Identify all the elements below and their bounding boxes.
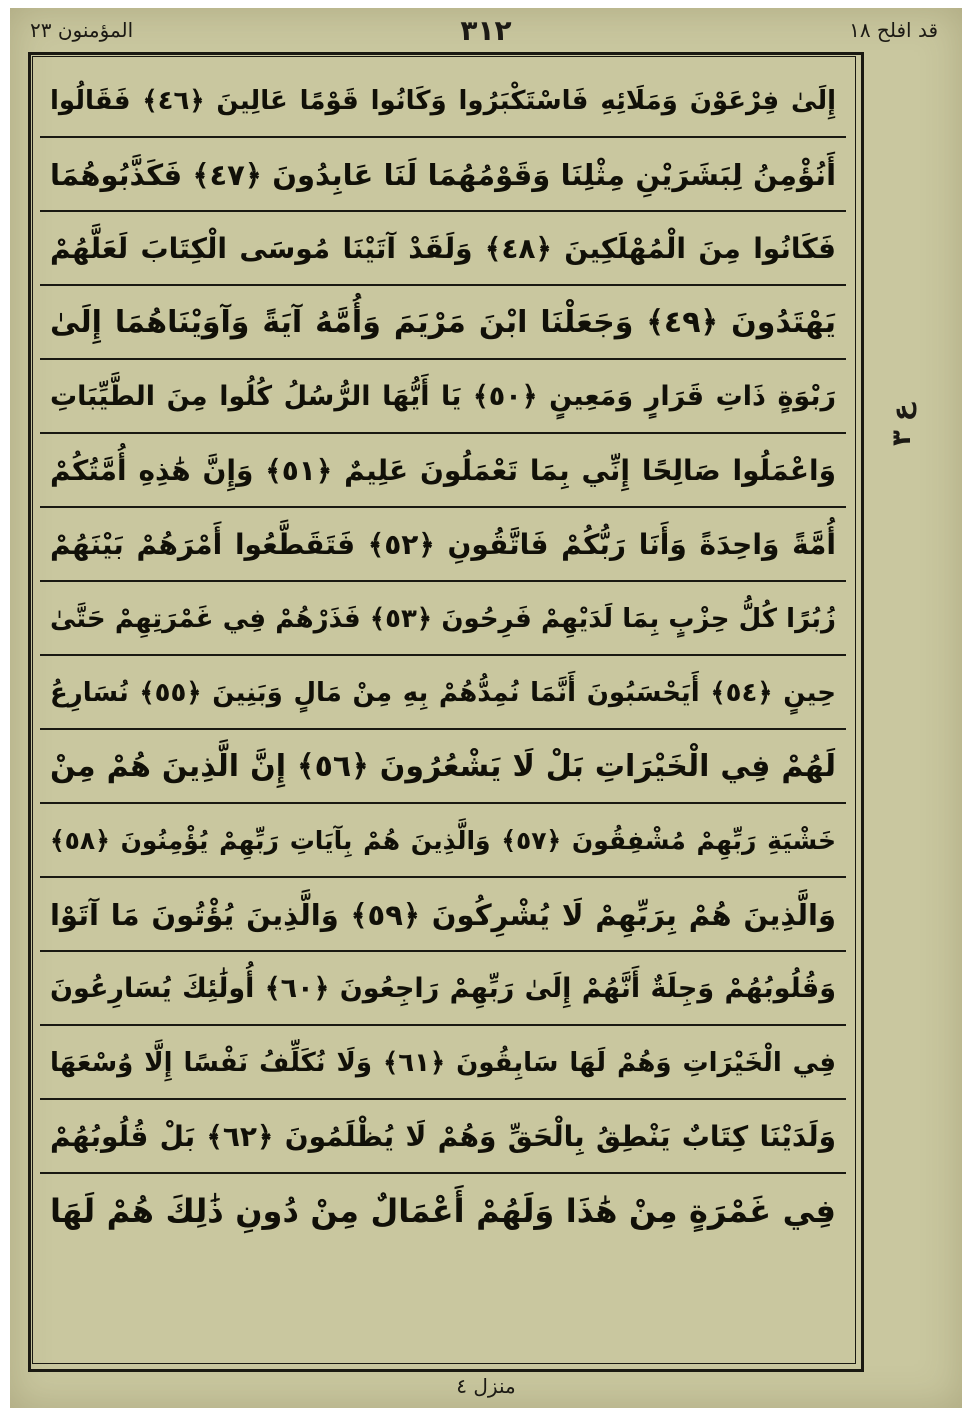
- surah-name: المؤمنون ٢٣: [30, 18, 134, 42]
- verse-line: وَاعْمَلُوا صَالِحًا إِنِّي بِمَا تَعْمَلُونَ عَلِيمٌ ﴿٥١﴾ وَإِنَّ هَٰذِهِ أُمَّتُكُمْ: [40, 434, 846, 508]
- verse-line: أَنُؤْمِنُ لِبَشَرَيْنِ مِثْلِنَا وَقَوْمُهُمَا لَنَا عَابِدُونَ ﴿٤٧﴾ فَكَذَّبُوهُمَا: [40, 138, 846, 212]
- page-number: ٣١٢: [460, 14, 512, 47]
- verse-line: فِي غَمْرَةٍ مِنْ هَٰذَا وَلَهُمْ أَعْمَالٌ مِنْ دُونِ ذَٰلِكَ هُمْ لَهَا: [50, 1192, 836, 1230]
- verse-line: يَهْتَدُونَ ﴿٤٩﴾ وَجَعَلْنَا ابْنَ مَرْيَمَ وَأُمَّهُ آيَةً وَآوَيْنَاهُمَا إِلَىٰ: [40, 286, 846, 360]
- verse-line: فَكَانُوا مِنَ الْمُهْلَكِينَ ﴿٤٨﴾ وَلَقَدْ آتَيْنَا مُوسَى الْكِتَابَ لَعَلَّهُمْ: [40, 212, 846, 286]
- verse-line: إِلَىٰ فِرْعَوْنَ وَمَلَائِهِ فَاسْتَكْبَرُوا وَكَانُوا قَوْمًا عَالِينَ ﴿٤٦﴾ فَقَالُوا: [40, 64, 846, 138]
- mushaf-page: [10, 8, 962, 1408]
- verse-lines: [40, 64, 846, 1354]
- verse-line: وَالَّذِينَ هُمْ بِرَبِّهِمْ لَا يُشْرِكُونَ ﴿٥٩﴾ وَالَّذِينَ يُؤْتُونَ مَا آتَوْا: [40, 878, 846, 952]
- verse-line: زُبُرًا كُلُّ حِزْبٍ بِمَا لَدَيْهِمْ فَرِحُونَ ﴿٥٣﴾ فَذَرْهُمْ فِي غَمْرَتِهِمْ حَتَّىٰ: [40, 582, 846, 656]
- verse-line: خَشْيَةِ رَبِّهِمْ مُشْفِقُونَ ﴿٥٧﴾ وَالَّذِينَ هُمْ بِآيَاتِ رَبِّهِمْ يُؤْمِنُونَ ﴿٥٨﴾: [40, 804, 846, 878]
- page-header: [10, 8, 962, 48]
- manzil-footer: منزل ٤: [456, 1374, 516, 1398]
- verse-line: أُمَّةً وَاحِدَةً وَأَنَا رَبُّكُمْ فَاتَّقُونِ ﴿٥٢﴾ فَتَقَطَّعُوا أَمْرَهُمْ بَيْنَهُمْ: [40, 508, 846, 582]
- verse-line: رَبْوَةٍ ذَاتِ قَرَارٍ وَمَعِينٍ ﴿٥٠﴾ يَا أَيُّهَا الرُّسُلُ كُلُوا مِنَ الطَّيِّبَاتِ: [40, 360, 846, 434]
- verse-line: لَهُمْ فِي الْخَيْرَاتِ بَلْ لَا يَشْعُرُونَ ﴿٥٦﴾ إِنَّ الَّذِينَ هُمْ مِنْ: [40, 730, 846, 804]
- verse-line: حِينٍ ﴿٥٤﴾ أَيَحْسَبُونَ أَنَّمَا نُمِدُّهُمْ بِهِ مِنْ مَالٍ وَبَنِينَ ﴿٥٥﴾ نُسَارِعُ: [40, 656, 846, 730]
- verse-line: وَقُلُوبُهُمْ وَجِلَةٌ أَنَّهُمْ إِلَىٰ رَبِّهِمْ رَاجِعُونَ ﴿٦٠﴾ أُولَٰئِكَ يُسَارِعُونَ: [40, 952, 846, 1026]
- ruku-marker: ع ۳: [887, 403, 917, 447]
- verse-line: فِي الْخَيْرَاتِ وَهُمْ لَهَا سَابِقُونَ ﴿٦١﴾ وَلَا نُكَلِّفُ نَفْسًا إِلَّا وُسْعَهَا: [40, 1026, 846, 1100]
- juz-name: قد افلح ١٨: [849, 18, 938, 42]
- verse-line: وَلَدَيْنَا كِتَابٌ يَنْطِقُ بِالْحَقِّ وَهُمْ لَا يُظْلَمُونَ ﴿٦٢﴾ بَلْ قُلُوبُهُمْ: [40, 1100, 846, 1174]
